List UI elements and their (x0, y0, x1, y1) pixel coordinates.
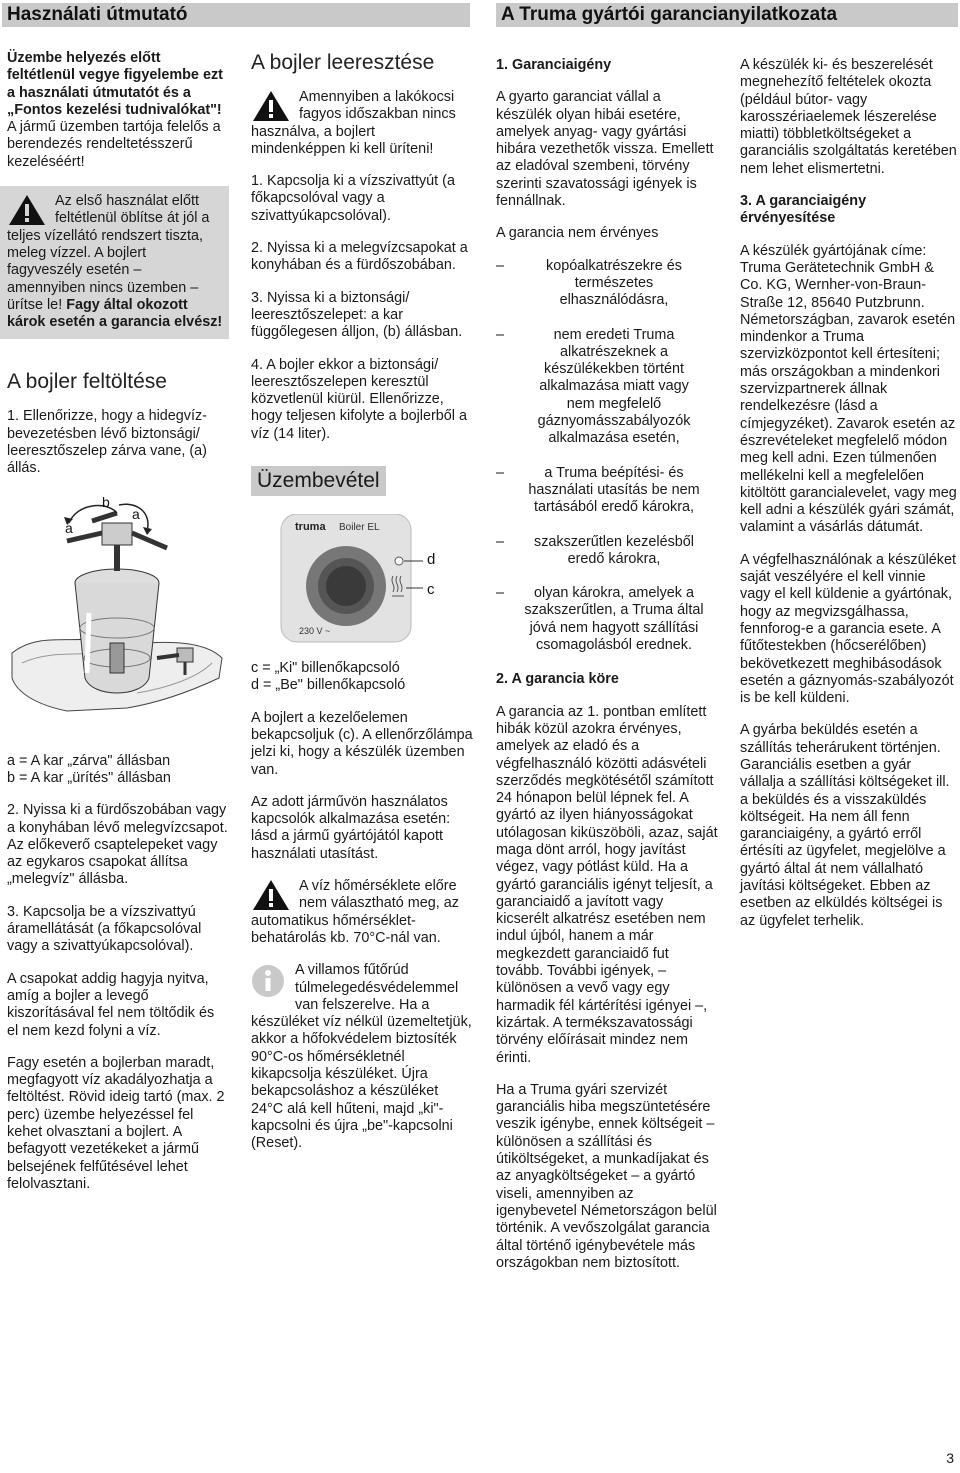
guarantee-enforcement-title: 3. A garanciaigény érvényesítése (740, 193, 867, 227)
header-left: Használati útmutató (2, 3, 470, 27)
warning-icon (251, 878, 291, 912)
guarantee-scope-para-2: Ha a Truma gyári szervizét garanciális hiba megszüntetésére veszik igénybe, ennek költségeit – különösen a szállítási és útiköltségeket, a munkadíjakat és az anyagköltségeket – a gyártó viseli, amennyiben az igenybevetel Németországon belül történik. A vevőszolgálat garancia által történő igénybevétele más országokban nem biztosított. (496, 1081, 717, 1271)
panel-brand: truma (295, 521, 326, 534)
label-a-left: a (65, 519, 73, 536)
drain-step-2: 2. Nyissa ki a melegvízcsapokat a konyhában és a fürdőszobában. (251, 240, 468, 274)
fill-step-3: 3. Kapcsolja be a vízszivattyú áramellátását (a főkapcsolóval vagy a szivattyúkapcsolóval). (7, 903, 202, 955)
warning-bold: Fagy által okozott károk esetén a garancia elvész! (7, 296, 223, 331)
valve-figure (7, 493, 229, 733)
intro-paragraph (7, 50, 229, 171)
warning-text: Az első használat előtt feltétlenül öblítse át jól a teljes vízellátó rendszert tiszta, meleg vízzel. A bojlert fagyveszély esetén – amennyiben nincs üzemben – ürítse le! (7, 193, 210, 313)
panel-model: Boiler EL (339, 522, 380, 534)
header-right: A Truma gyártói garancianyilatkozata (496, 3, 958, 27)
drain-step-4: 4. A bojler ekkor a biztonsági/ leeresztőszelepen keresztül közvetlenül kiürül. Ellenőrizze, hogy teljesen kifolyte a bojlerből a víz (14 liter). (251, 356, 467, 442)
cost-para: A készülék ki- és beszerelését megnehezítő feltételek okozta (például bútor- vagy karosszériaelemek lészerelése miatti) többletköltségeket a garanciális szolgáltatás keretében nem lehet elismertetni. (740, 57, 957, 177)
panel-voltage: 230 V ~ (299, 626, 331, 637)
column-2 (251, 50, 473, 1167)
label-b: b (102, 493, 110, 510)
list-item: – szakszerűtlen kezelésből eredő károkra, (496, 534, 718, 569)
fill-title: A bojler feltöltése (7, 370, 167, 394)
list-item: – olyan károkra, amelyek a szakszerűtlen, a Truma által jóvá nem hagyott szállítási csomagolásból erednek. (496, 585, 718, 654)
fill-step-1: 1. Ellenőrizze, hogy a hidegvíz-bevezetésben lévő biztonsági/ leeresztőszelep zárva vane, (a) állás. (7, 408, 207, 477)
label-d: d (427, 551, 436, 569)
page-number: 3 (946, 1449, 954, 1466)
control-panel-illustration (251, 514, 473, 646)
lever-definitions (7, 753, 229, 788)
column-3 (496, 57, 718, 1287)
column-4 (740, 57, 958, 945)
info-icon (251, 964, 285, 998)
enforcement-para-3: A gyárba beküldés esetén a szállítás teherárukent történjen. Garanciális esetben a gyár vállalja a szállítási költségeket ill. a beküldés és a visszaküldés költségeit. Ha nem áll fenn garanciaigény, a gyártó erről értésíti az ügyfelet, megjelölve a gyártó által át nem vállalható javítási költségeket. Ebben az esetben az elküldés költségei is az ügyfelet terhelik. (740, 722, 950, 929)
intro-bold: Üzembe helyezés előtt feltétlenül vegye figyelembe ezt a használati útmutatót és a „Fontos kezelési tudnivalókat"! (7, 50, 223, 118)
operation-para-2: Az adott járművön használatos kapcsolók alkalmazása esetén: lásd a jármű gyártójától kapott használati utasítást. (251, 793, 451, 862)
warning-icon (251, 89, 291, 123)
def-d: d = „Be" billenőkapcsoló (251, 677, 406, 694)
guarantee-scope-title: 2. A garancia köre (496, 671, 619, 688)
guarantee-claim-title: 1. Garanciaigény (496, 57, 612, 73)
drain-step-1: 1. Kapcsolja ki a vízszivattyút (a főkapcsolóval vagy a szivattyúkapcsolóval). (251, 173, 455, 224)
valve-illustration (7, 493, 229, 733)
fill-para-1: A csapokat addig hagyja nyitva, amíg a bojler a levegő kiszorításával fel nem töltődik és el nem kezd folyni a víz. (7, 970, 215, 1039)
guarantee-claim-para-2: A garancia nem érvényes (496, 225, 659, 242)
fill-step-2: 2. Nyissa ki a fürdőszobában vagy a konyhában lévő melegvízcsapot. Az előkeverő csaptelepeket vagy az egykaros csapokat állítsa „melegvíz" állásba. (7, 802, 228, 888)
enforcement-para-1: A készülék gyártójának címe: Truma Gerätetechnik GmbH & Co. KG, Wernher-von-Braun-Straße 12, 85640 Putzbrunn. Németországban, zavarok esetén mindenkor a Truma szervizközpontot kell értesíteni; más országokban a mindenkori szervizpartnerek állnak rendelkezésre (lásd a címjegyzéket). Zavarok esetén az észrevételeket megfelelő módon meg kell adni. Ezen túlmenően mellékelni kell a megfelelően kitöltött garancialevelet, vagy meg kell adni a készülék gyári számát, valamint a vásárlás dátumát. (740, 242, 957, 536)
list-item: – nem eredeti Truma alkatrészeknek a készülékekben történt alkalmazása miatt vagy nem megfelelő gáznyomásszabályozók alkalmazása esetén, (496, 327, 718, 448)
column-1 (7, 50, 229, 1208)
temperature-warning (251, 878, 473, 947)
def-c: c = „Ki" billenőkapcsoló (251, 660, 400, 677)
info-note (251, 962, 473, 1152)
enforcement-para-2: A végfelhasználónak a készüléket saját veszélyére el kell vinnie vagy el kell küldenie a gyártónak, hogy az megvizsgálhassa, fennforog-e a garancia esete. A fűtőtestekben (hőcserélőben) bekövetkezett meghibásodások esetén a gáznyomás-szabályozót is be kell küldeni. (740, 551, 956, 707)
operation-para-1: A bojlert a kezelőelemen bekapcsoljuk (c). A ellenőrzőlámpa jelzi ki, hogy a készülék üzemben van. (251, 709, 473, 778)
temperature-warning-text: A víz hőmérséklete előre nem választható meg, az automatikus hőmérséklet-behatárolás kb. 70°C-nál van. (251, 878, 459, 946)
def-b: b = A kar „ürítés" állásban (7, 769, 171, 786)
guarantee-claim-para-1: A gyarto garanciat vállal a készülék olyan hibái esetére, amelyek anyag- vagy gyártási hibára vezethetők vissza. Emellett az eladóval szembeni, törvény szerinti szavatossági igények is fennállnak. (496, 89, 714, 210)
drain-step-3: 3. Nyissa ki a biztonsági/ leeresztőszelepet: a kar függőlegesen álljon, (b) állásban. (251, 289, 463, 341)
list-item: – kopóalkatrészekre és természetes elhasználódásra, (496, 258, 718, 310)
intro-rest: A jármű üzemben tartója felelős a berendezés rendeltetésszerű kezeléséért! (7, 119, 221, 170)
drain-warning (251, 89, 473, 158)
control-panel-figure (251, 514, 473, 646)
exclusion-list (496, 258, 718, 655)
warning-icon (7, 193, 47, 227)
guarantee-scope-para-1: A garancia az 1. pontban említett hibák közül azokra érvényes, amelyek az eladó és a végfelhasználó közötti adásvételi szerződés megkötésétől számított 24 hónapon belül lépnek fel. A gyártó az ilyen hiányosságokat utólagosan kiküszöböli, azaz, saját maga dönt arról, hogy javítást végez, vagy pótlást küld. Ha a gyártó garanciális igényt teljesít, a garanciaidő a javított vagy kicserélt alkatrész esetében nem indul újból, hanem a már megkezdett garanciaidő fut tovább. További igények, – különösen a vevő vagy egy harmadik fél kártérítési igényei –, kizártak. A termékszavatossági törvény előírásait mindez nem érinti. (496, 703, 718, 1066)
drain-title: A bojler leeresztése (251, 51, 435, 74)
list-item: – a Truma beépítési- és használati utasítás be nem tartásából eredő károkra, (496, 465, 718, 517)
label-a-right: a (132, 505, 140, 522)
def-a: a = A kar „zárva" állásban (7, 752, 171, 769)
info-text: A villamos fűtőrúd túlmelegedésvédelemmel van felszerelve. Ha a készüléket víz nélkül üzemeltetjük, akkor a hőfokvédelem biztosíték 90°C-os hőmérsékletnél kikapcsolja készüléket. Újra bekapcsoláshoz a készüléket 24°C alá kell hűteni, majd „ki"-kapcsolni és újra „be"-kapcsolni (Reset). (251, 962, 472, 1152)
first-use-warning (0, 186, 229, 339)
drain-warning-text: Amennyiben a lakókocsi fagyos időszakban nincs használva, a bojlert mindenképpen ki kell üríteni! (251, 89, 456, 157)
fill-para-2: Fagy esetén a bojlerban maradt, megfagyott víz akadályozhatja a feltöltést. Rövid ideig tartó (max. 2 perc) üzembe helyezéssel fel kehet olvasztani a bojlert. A befagyott vezetékeket a jármű belsejének felfűtésével lehet felolvasztani. (7, 1054, 225, 1192)
label-c: c (427, 581, 435, 599)
operation-title: Üzembevétel (251, 466, 386, 496)
switch-definitions (251, 660, 473, 695)
